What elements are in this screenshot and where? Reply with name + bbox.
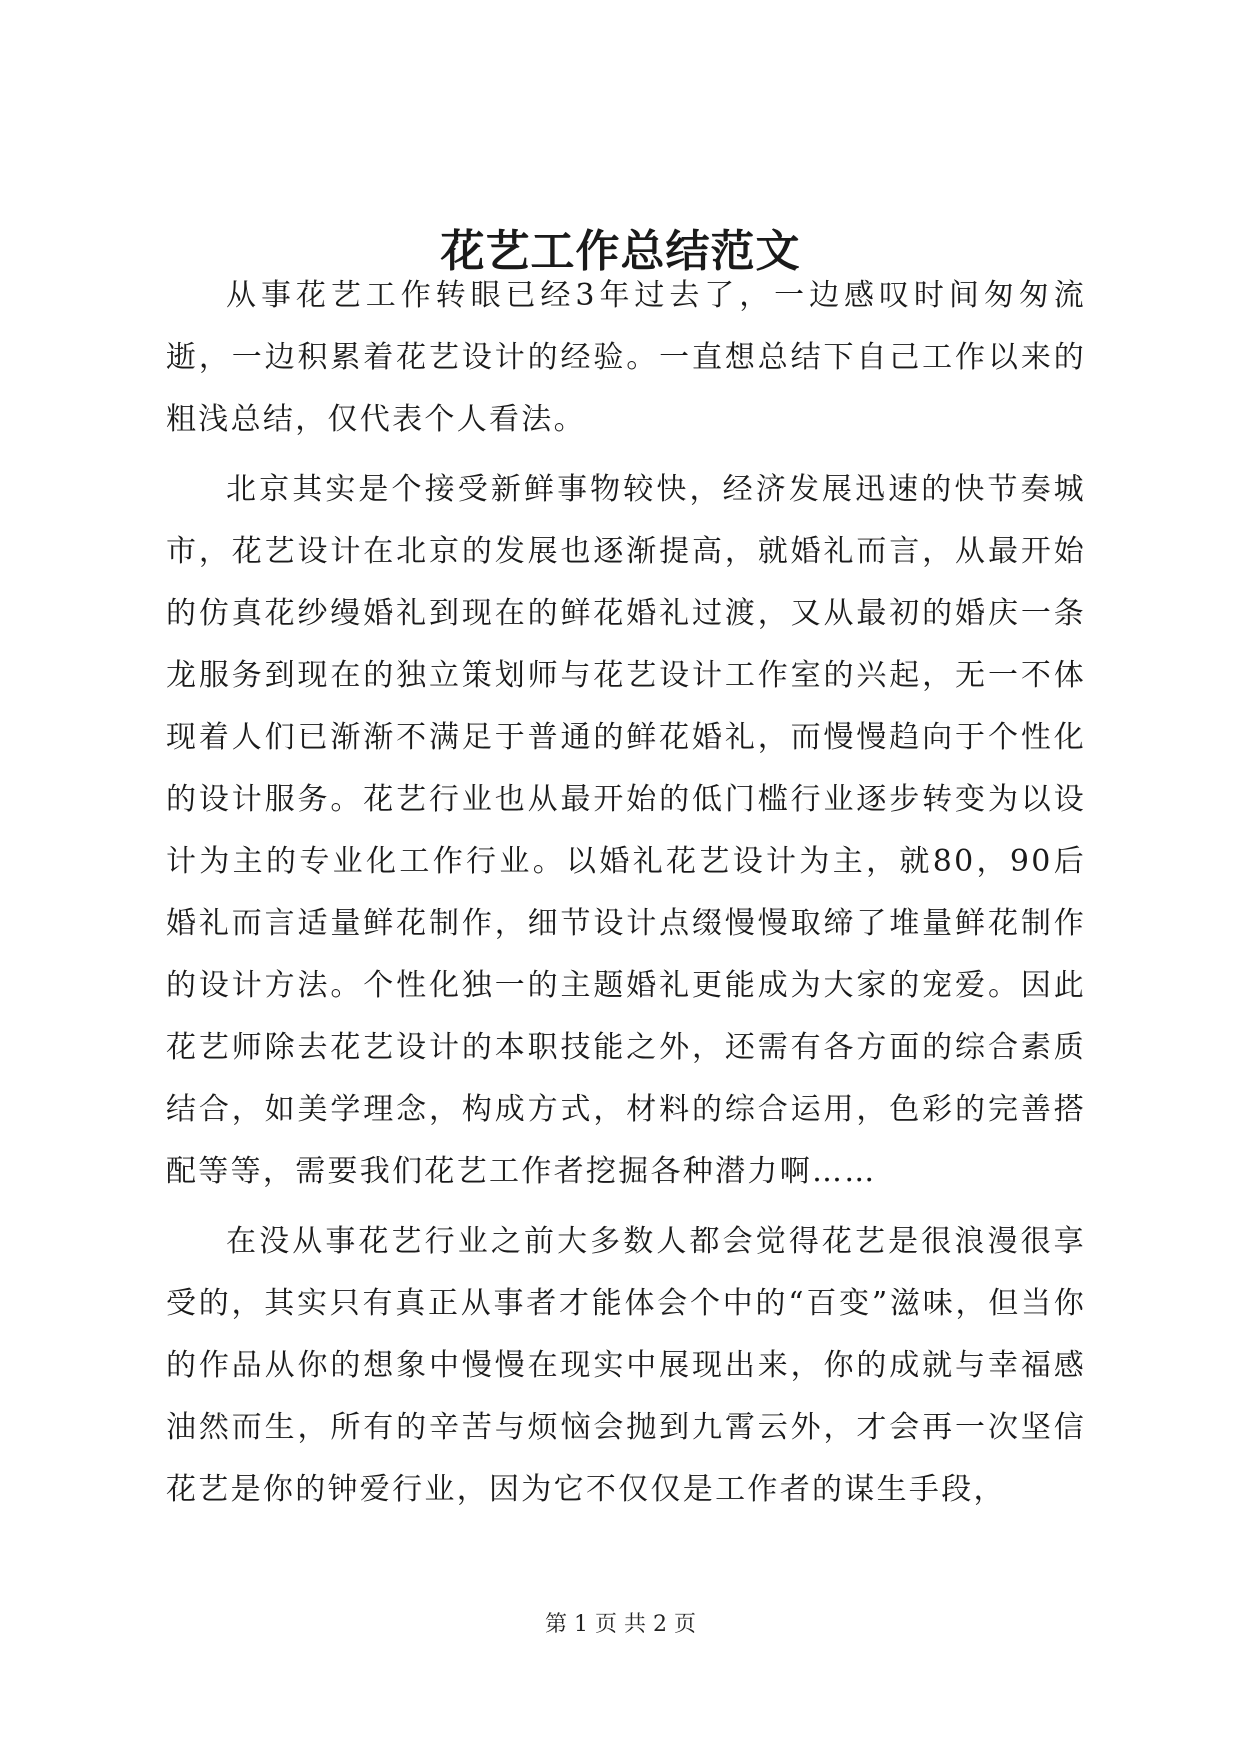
document-body (166, 265, 1086, 1521)
document-title: 花艺工作总结范文 (440, 226, 801, 277)
paragraph-2: 北京其实是个接受新鲜事物较快，经济发展迅速的快节奏城市，花艺设计在北京的发展也逐渐提高，就婚礼而言，从最开始的仿真花纱缦婚礼到现在的鲜花婚礼过渡，又从最初的婚庆一条龙服务到现在的独立策划师与花艺设计工作室的兴起，无一不体现着人们已渐渐不满足于普通的鲜花婚礼，而慢慢趋向于个性化的设计服务。花艺行业也从最开始的低门槛行业逐步转变为以设计为主的专业化工作行业。以婚礼花艺设计为主，就80，90后婚礼而言适量鲜花制作，细节设计点缀慢慢取缔了堆量鲜花制作的设计方法。个性化独一的主题婚礼更能成为大家的宠爱。因此花艺师除去花艺设计的本职技能之外，还需有各方面的综合素质结合，如美学理念，构成方式，材料的综合运用，色彩的完善搭配等等，需要我们花艺工作者挖掘各种潜力啊…… (166, 472, 1086, 1189)
page-footer: 第 1 页 共 2 页 (545, 1612, 696, 1637)
paragraph-3: 在没从事花艺行业之前大多数人都会觉得花艺是很浪漫很享受的，其实只有真正从事者才能体会个中的“百变”滋味，但当你的作品从你的想象中慢慢在现实中展现出来，你的成就与幸福感油然而生，所有的辛苦与烦恼会抛到九霄云外，才会再一次坚信花艺是你的钟爱行业，因为它不仅仅是工作者的谋生手段， (166, 1224, 1086, 1507)
paragraph-1: 从事花艺工作转眼已经3年过去了，一边感叹时间匆匆流逝，一边积累着花艺设计的经验。一直想总结下自己工作以来的粗浅总结，仅代表个人看法。 (166, 278, 1086, 437)
